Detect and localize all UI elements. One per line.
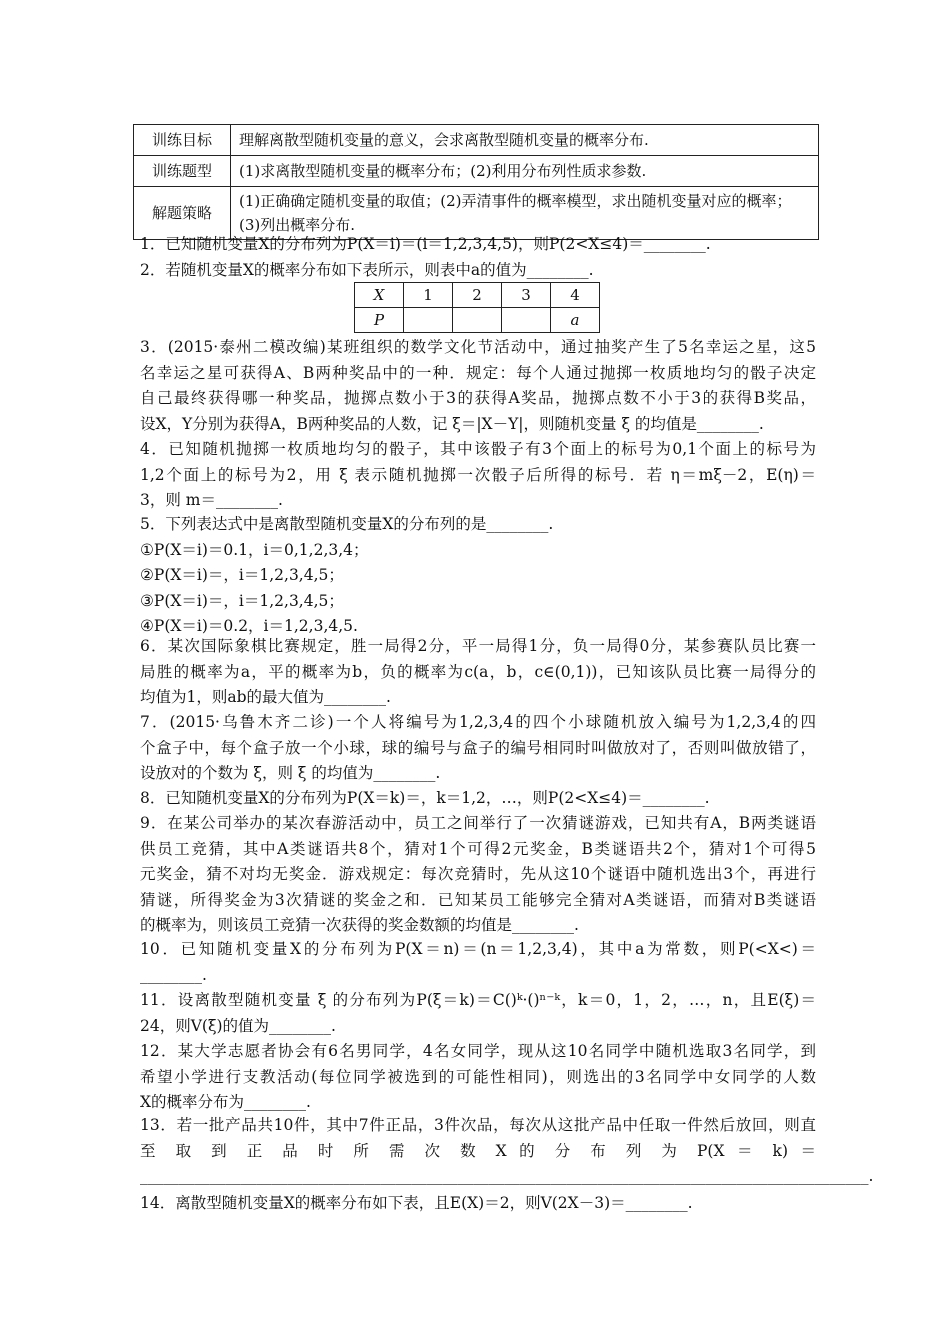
problem-text: 14．离散型随机变量X的概率分布如下表，且E(X)＝2，则V(2X－3)＝________. <box>140 1194 693 1212</box>
table-row <box>134 156 819 187</box>
option-text: ④P(X＝i)＝0.2，i＝1,2,3,4,5. <box>140 617 358 635</box>
problem-9 <box>140 811 816 939</box>
option-text: ③P(X＝i)＝，i＝1,2,3,4,5； <box>140 591 344 610</box>
problem-7 <box>140 710 816 787</box>
problem-text: 10．已知随机变量X的分布列为P(X＝n)＝(n＝1,2,3,4)，其中a为常数，则P(<X<)＝ <box>140 940 816 958</box>
table-cell <box>453 308 502 333</box>
problem-text: 自己最终获得哪一种奖品，抛掷点数小于3的获得A奖品，抛掷点数不小于3的获得B奖品， <box>140 389 816 407</box>
table-cell <box>404 308 453 333</box>
problem-14 <box>140 1191 816 1217</box>
table-row <box>355 308 600 333</box>
problem-text: 24，则V(ξ)的值为________. <box>140 1016 336 1035</box>
problem-text: 1,2个面上的标号为2，用 ξ 表示随机抛掷一次骰子后所得的标号．若 η＝mξ－2，E(η)＝ <box>140 465 816 484</box>
answer-blank: ______________________________________________________________________________________________. <box>140 1167 874 1185</box>
table-row <box>355 283 600 308</box>
table-cell: 2 <box>453 283 502 308</box>
distribution-table <box>354 282 600 333</box>
problem-text: 1．已知随机变量X的分布列为P(X＝i)＝(i＝1,2,3,4,5)，则P(2<X≤4)＝________. <box>140 235 711 253</box>
problem-text: 6．某次国际象棋比赛规定，胜一局得2分，平一局得1分，负一局得0分，某参赛队员比赛一 <box>140 637 816 655</box>
table-cell: 1 <box>404 283 453 308</box>
problem-1 <box>140 232 816 258</box>
problem-text: 至 取 到 正 品 时 所 需 次 数 X 的 分 布 列 为 P(X ＝ k) ＝ <box>140 1141 816 1160</box>
problem-text: 3，则 m＝________. <box>140 491 283 509</box>
problem-text: 12．某大学志愿者协会有6名男同学，4名女同学，现从这10名同学中随机选取3名同学，到 <box>140 1042 816 1060</box>
question-type-text: (1)求离散型随机变量的概率分布；(2)利用分布列性质求参数. <box>231 156 819 187</box>
question-type-label: 训练题型 <box>134 156 231 187</box>
table-row <box>134 125 819 156</box>
goal-label: 训练目标 <box>134 125 231 156</box>
problem-text: 供员工竞猜，其中A类谜语共8个，猜对1个可得2元奖金，B类谜语共2个，猜对1个可得5 <box>140 839 816 858</box>
problem-8 <box>140 786 816 812</box>
problem-text: 13．若一批产品共10件，其中7件正品，3件次品，每次从这批产品中任取一件然后放回，则直 <box>140 1116 816 1134</box>
training-info-table <box>133 124 819 240</box>
problem-text: 个盒子中，每个盒子放一个小球，球的编号与盒子的编号相同时叫做放对了，否则叫做放错了， <box>140 738 816 757</box>
problem-text: 名幸运之星可获得A、B两种奖品中的一种．规定：每个人通过抛掷一枚质地均匀的骰子决定 <box>140 363 816 382</box>
table-cell: X <box>355 283 404 308</box>
problem-text: 2．若随机变量X的概率分布如下表所示，则表中a的值为________. <box>140 261 594 279</box>
table-cell: 4 <box>551 283 600 308</box>
problem-text: 局胜的概率为a，平的概率为b，负的概率为c(a，b，c∈(0,1))，已知该队员比赛一局得分的 <box>140 662 816 681</box>
problem-4 <box>140 437 816 514</box>
problem-text: 元奖金，猜不对均无奖金．游戏规定：每次竞猜时，先从这10个谜语中随机选出3个，再进行 <box>140 865 816 883</box>
problem-text: 设放对的个数为 ξ，则 ξ 的均值为________. <box>140 764 441 782</box>
table-cell: a <box>551 308 600 333</box>
problem-11 <box>140 988 816 1039</box>
problem-text: 的概率为，则该员工竞猜一次获得的奖金数额的均值是________. <box>140 916 579 934</box>
strategy-text: (1)正确确定随机变量的取值；(2)弄清事件的概率模型，求出随机变量对应的概率；(3)列出概率分布. <box>231 187 819 240</box>
strategy-label: 解题策略 <box>134 187 231 240</box>
problem-text: 7．(2015·乌鲁木齐二诊)一个人将编号为1,2,3,4的四个小球随机放入编号为1,2,3,4的四 <box>140 713 816 731</box>
problem-text: 3．(2015·泰州二模改编)某班组织的数学文化节活动中，通过抽奖产生了5名幸运之星，这5 <box>140 338 816 356</box>
table-cell <box>502 308 551 333</box>
option-text: ①P(X＝i)＝0.1，i＝0,1,2,3,4； <box>140 540 369 559</box>
table-cell: P <box>355 308 404 333</box>
problem-text: 9．在某公司举办的某次春游活动中，员工之间举行了一次猜谜游戏，已知共有A，B两类谜语 <box>140 814 816 832</box>
problem-5 <box>140 512 816 640</box>
problem-text: X的概率分布为________. <box>140 1093 311 1111</box>
problem-10 <box>140 937 816 988</box>
problem-2 <box>140 258 816 284</box>
problem-text: 希望小学进行支教活动(每位同学被选到的可能性相同)，则选出的3名同学中女同学的人数 <box>140 1067 816 1086</box>
table-cell: 3 <box>502 283 551 308</box>
problem-text: 5．下列表达式中是离散型随机变量X的分布列的是________. <box>140 515 554 533</box>
problem-text: 设X，Y分别为获得A，B两种奖品的人数，记 ξ＝|X－Y|，则随机变量 ξ 的均值是________. <box>140 414 764 433</box>
problem-text: 猜谜，所得奖金为3次猜谜的奖金之和．已知某员工能够完全猜对A类谜语，而猜对B类谜语 <box>140 890 816 909</box>
option-text: ②P(X＝i)＝，i＝1,2,3,4,5； <box>140 566 344 584</box>
problem-12 <box>140 1039 816 1116</box>
goal-text: 理解离散型随机变量的意义，会求离散型随机变量的概率分布. <box>231 125 819 156</box>
problem-13 <box>140 1113 874 1190</box>
problem-text: ________. <box>140 965 207 984</box>
problem-text: 4．已知随机抛掷一枚质地均匀的骰子，其中该骰子有3个面上的标号为0,1个面上的标号为 <box>140 440 816 458</box>
problem-text: 8．已知随机变量X的分布列为P(X＝k)＝，k＝1,2，…，则P(2<X≤4)＝________. <box>140 789 710 807</box>
problem-text: 11．设离散型随机变量 ξ 的分布列为P(ξ＝k)＝C()ᵏ·()ⁿ⁻ᵏ，k＝0，1，2，…，n，且E(ξ)＝ <box>140 991 816 1009</box>
problem-3 <box>140 335 816 437</box>
problem-6 <box>140 634 816 711</box>
problem-text: 均值为1，则ab的最大值为________. <box>140 688 391 706</box>
